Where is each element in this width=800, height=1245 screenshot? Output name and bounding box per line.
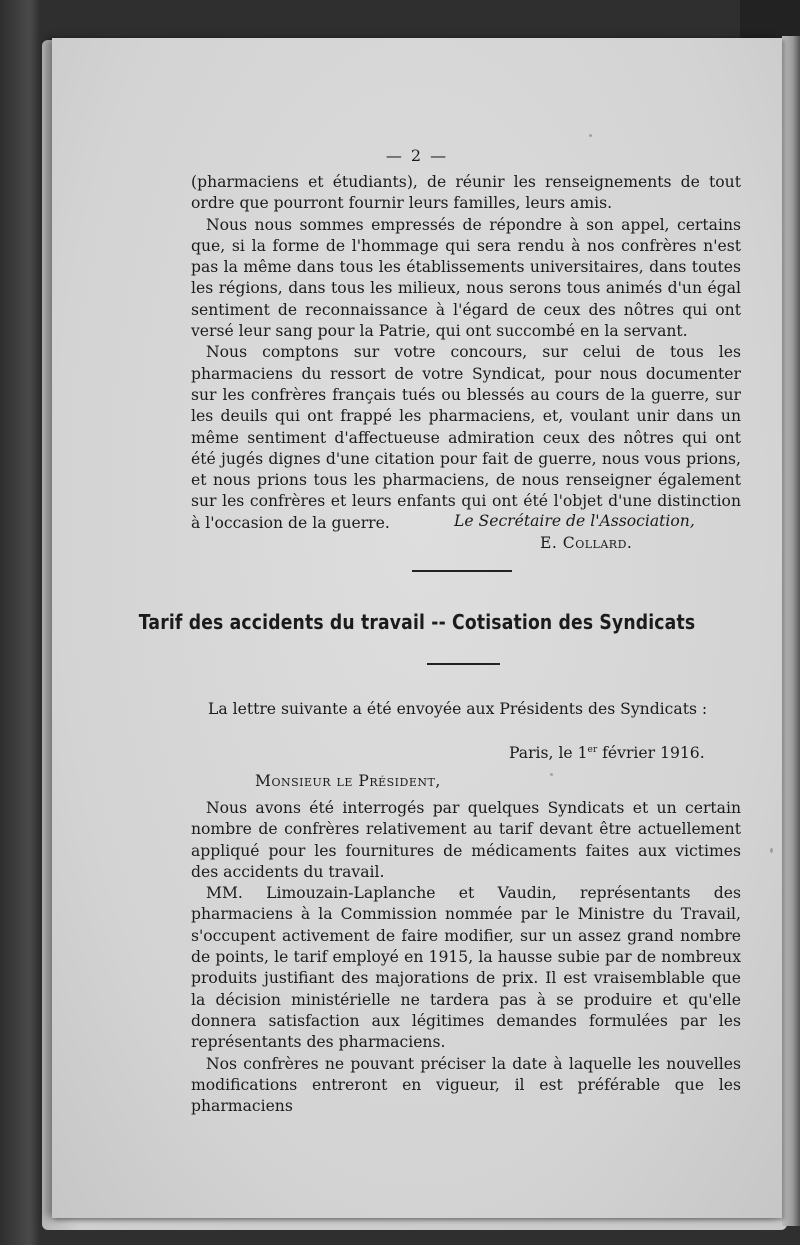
- date-superscript: er: [587, 744, 598, 755]
- date-text: Paris, le 1: [509, 744, 588, 762]
- signature-title: Le Secrétaire de l'Association,: [454, 512, 695, 530]
- page-number: — 2 —: [385, 146, 449, 165]
- signature-name: E. Collard.: [540, 533, 633, 552]
- page-edge-shadow: [782, 36, 800, 1226]
- salutation: Monsieur le Président,: [255, 772, 441, 790]
- ink-speck: [589, 134, 592, 137]
- paragraph: Nos confrères ne pouvant préciser la date à laquelle les nouvelles modifications entreront en vigueur, il est préférable que les pharmaciens: [191, 1054, 741, 1116]
- paragraph: Nous nous sommes empressés de répondre à son appel, certains que, si la forme de l'hommage qui sera rendu à nos confrères n'est pas la même dans tous les établissements universitaires, dans toutes les régions, dans tous les milieux, nous serons tous animés d'un égal sentiment de reconnaissance à l'égard de ceux des nôtres qui ont versé leur sang pour la Patrie, qui ont succombé en la servant.: [191, 215, 741, 341]
- ink-speck: [770, 848, 773, 853]
- body-text-section-2: [191, 798, 741, 1117]
- paragraph: Nous avons été interrogés par quelques Syndicats et un certain nombre de confrères relativement au tarif devant être actuellement appliqué pour les fournitures de médicaments faites aux victimes des accidents du travail.: [191, 799, 741, 881]
- paragraph: MM. Limouzain-Laplanche et Vaudin, représentants des pharmaciens à la Commission nommée par le Ministre du Travail, s'occupent activement de faire modifier, sur un assez grand nombre de points, le tarif employé en 1915, la hausse subie par de nombreux produits justifiant des majorations de prix. Il est vraisemblable que la décision ministérielle ne tardera pas à se produire et qu'elle donnera satisfaction aux légitimes demandes formulées par les représentants des pharmaciens.: [191, 884, 741, 1052]
- letter-date: [509, 744, 705, 762]
- document-page: [52, 38, 782, 1218]
- signature-block: [454, 511, 695, 554]
- body-text-section-1: [191, 172, 741, 534]
- intro-line: La lettre suivante a été envoyée aux Présidents des Syndicats :: [208, 700, 708, 718]
- paragraph: Nous comptons sur votre concours, sur celui de tous les pharmaciens du ressort de votre Syndicat, pour nous documenter sur les confrères français tués ou blessés au cours de la guerre, sur les deuils qui ont frappé les pharmaciens, et, voulant unir dans un même sentiment d'affectueuse admiration ceux des nôtres qui ont été jugés dignes d'une citation pour fait de guerre, nous vous prions, et nous prions tous les pharmaciens, de nous renseigner également sur les confrères et leurs enfants qui ont été l'objet d'une distinction à l'occasion de la guerre.: [191, 343, 741, 532]
- separator-rule: [412, 570, 512, 572]
- paragraph: (pharmaciens et étudiants), de réunir les renseignements de tout ordre que pourront fournir leurs familles, leurs amis.: [191, 173, 741, 213]
- heading-underline: [427, 663, 500, 665]
- ink-speck: [550, 773, 553, 776]
- date-text-end: février 1916.: [597, 744, 705, 762]
- section-heading: Tarif des accidents du travail -- Cotisation des Syndicats: [138, 610, 696, 634]
- scanner-edge: [740, 0, 800, 40]
